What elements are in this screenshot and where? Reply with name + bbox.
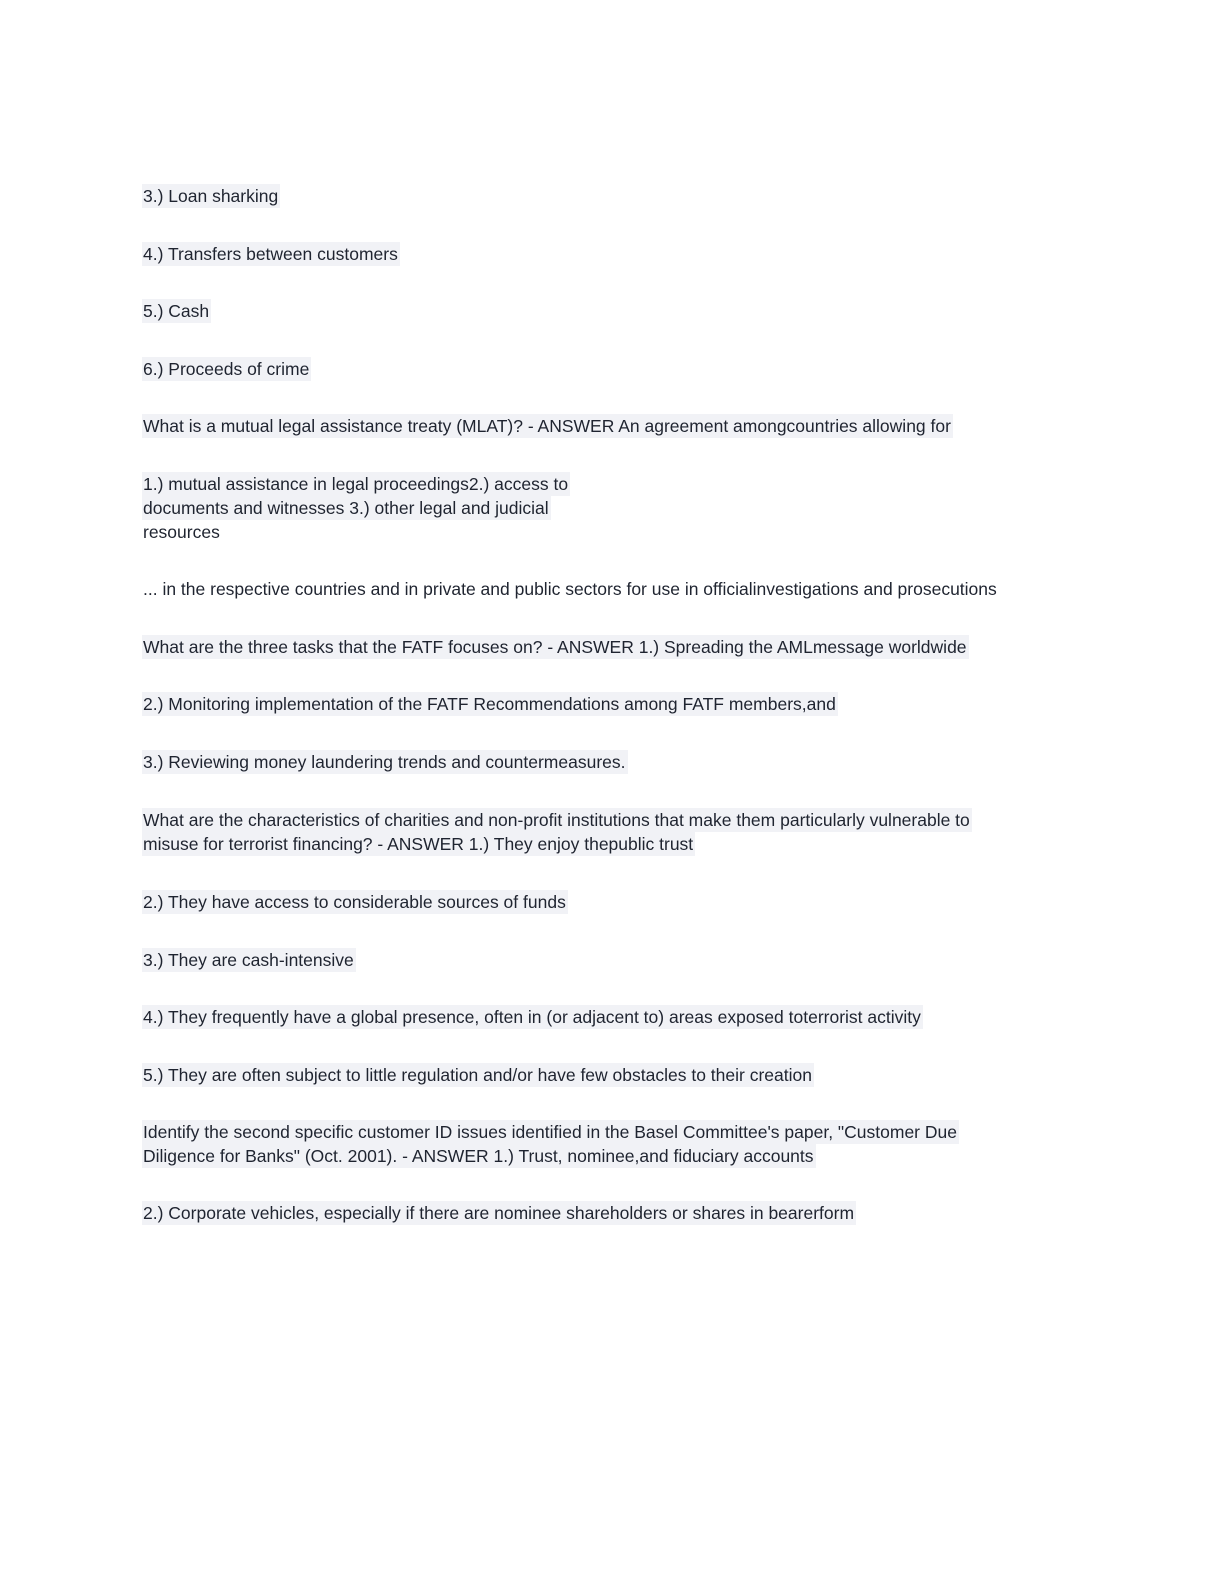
mlat-answer-block (142, 472, 570, 544)
basel-question-line-2: Diligence for Banks" (Oct. 2001). - ANSWER 1.) Trust, nominee,and fiduciary accounts (143, 1146, 814, 1166)
mlat-answer-continuation: ... in the respective countries and in private and public sectors for use in officialinvestigations and prosecutions (143, 579, 997, 599)
question-fatf-tasks: What are the three tasks that the FATF focuses on? - ANSWER 1.) Spreading the AMLmessage worldwide (143, 637, 967, 657)
charities-question-block (142, 808, 972, 856)
charities-answer-3: 3.) They are cash-intensive (143, 950, 354, 970)
charities-question-line-1: What are the characteristics of charities and non-profit institutions that make them particularly vulnerable to (143, 810, 970, 830)
basel-answer-2: 2.) Corporate vehicles, especially if there are nominee shareholders or shares in bearerform (143, 1203, 855, 1223)
charities-question-line-2: misuse for terrorist financing? - ANSWER 1.) They enjoy thepublic trust (143, 834, 694, 854)
basel-question-block (142, 1120, 959, 1168)
mlat-answer-line-2: documents and witnesses 3.) other legal and judicial (143, 498, 549, 518)
list-item-proceeds-of-crime: 6.) Proceeds of crime (143, 359, 310, 379)
charities-answer-2: 2.) They have access to considerable sources of funds (143, 892, 566, 912)
list-item-transfers: 4.) Transfers between customers (143, 244, 398, 264)
fatf-task-3: 3.) Reviewing money laundering trends and countermeasures. (143, 752, 626, 772)
charities-answer-4: 4.) They frequently have a global presence, often in (or adjacent to) areas exposed toterrorist activity (143, 1007, 921, 1027)
question-mlat: What is a mutual legal assistance treaty (MLAT)? - ANSWER An agreement amongcountries allowing for (143, 416, 951, 436)
list-item-loan-sharking: 3.) Loan sharking (143, 186, 279, 206)
mlat-answer-line-1: 1.) mutual assistance in legal proceedings2.) access to (143, 474, 569, 494)
fatf-task-2: 2.) Monitoring implementation of the FATF Recommendations among FATF members,and (143, 694, 836, 714)
basel-question-line-1: Identify the second specific customer ID issues identified in the Basel Committee's paper, "Customer Due (143, 1122, 957, 1142)
charities-answer-5: 5.) They are often subject to little regulation and/or have few obstacles to their creation (143, 1065, 812, 1085)
mlat-answer-line-3: resources (143, 522, 220, 542)
list-item-cash: 5.) Cash (143, 301, 210, 321)
